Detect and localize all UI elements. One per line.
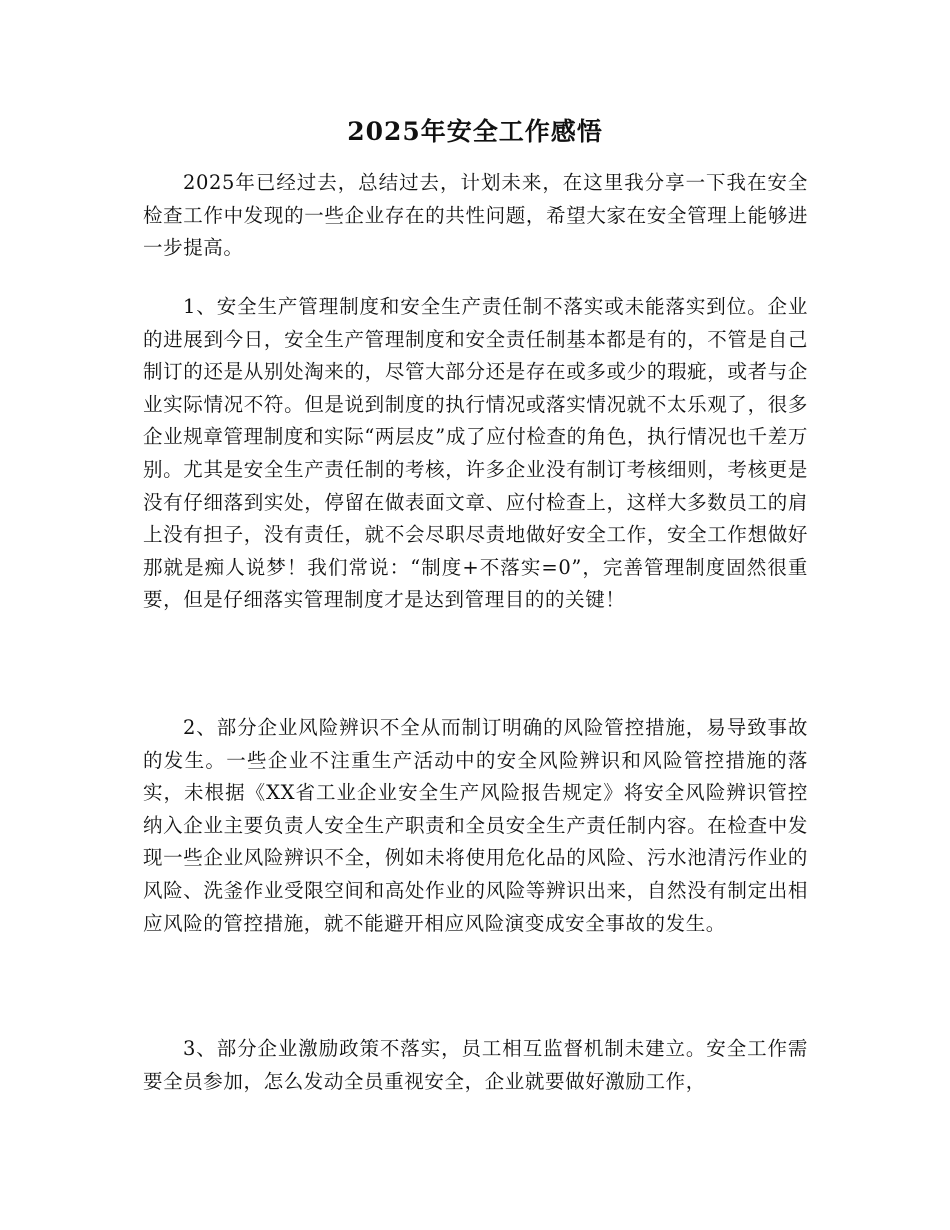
paragraph-item-1: 1、安全生产管理制度和安全生产责任制不落实或未能落实到位。企业的进展到今日，安全生产管理制度和安全责任制基本都是有的，不管是自己制订的还是从别处淘来的，尽管大部分还是存在或多或少的瑕疵，或者与企业实际情况不符。但是说到制度的执行情况或落实情况就不太乐观了，很多企业规章管理制度和实际“两层皮”成了应付检查的角色，执行情况也千差万别。尤其是安全生产责任制的考核，许多企业没有制订考核细则，考核更是没有仔细落到实处，停留在做表面文章、应付检查上，这样大多数员工的肩上没有担子，没有责任，就不会尽职尽责地做好安全工作，安全工作想做好那就是痴人说梦！我们常说：“制度+不落实=0”，完善管理制度固然很重要，但是仔细落实管理制度才是达到管理目的的关键！ xyxy=(143,295,808,612)
paragraph-item-2: 2、部分企业风险辨识不全从而制订明确的风险管控措施，易导致事故的发生。一些企业不注重生产活动中的安全风险辨识和风险管控措施的落实，未根据《XX省工业企业安全生产风险报告规定》将安全风险辨识管控纳入企业主要负责人安全生产职责和全员安全生产责任制内容。在检查中发现一些企业风险辨识不全，例如未将使用危化品的风险、污水池清污作业的风险、洗釜作业受限空间和高处作业的风险等辨识出来，自然没有制定出相应风险的管控措施，就不能避开相应风险演变成安全事故的发生。 xyxy=(143,716,808,935)
paragraph-item-3: 3、部分企业激励政策不落实，员工相互监督机制未建立。安全工作需要全员参加，怎么发动全员重视安全，企业就要做好激励工作， xyxy=(143,1037,808,1093)
document-title: 2025年安全工作感悟 xyxy=(347,117,603,146)
paragraph-intro: 2025年已经过去，总结过去，计划未来，在这里我分享一下我在安全检查工作中发现的一些企业存在的共性问题，希望大家在安全管理上能够进一步提高。 xyxy=(143,171,808,260)
